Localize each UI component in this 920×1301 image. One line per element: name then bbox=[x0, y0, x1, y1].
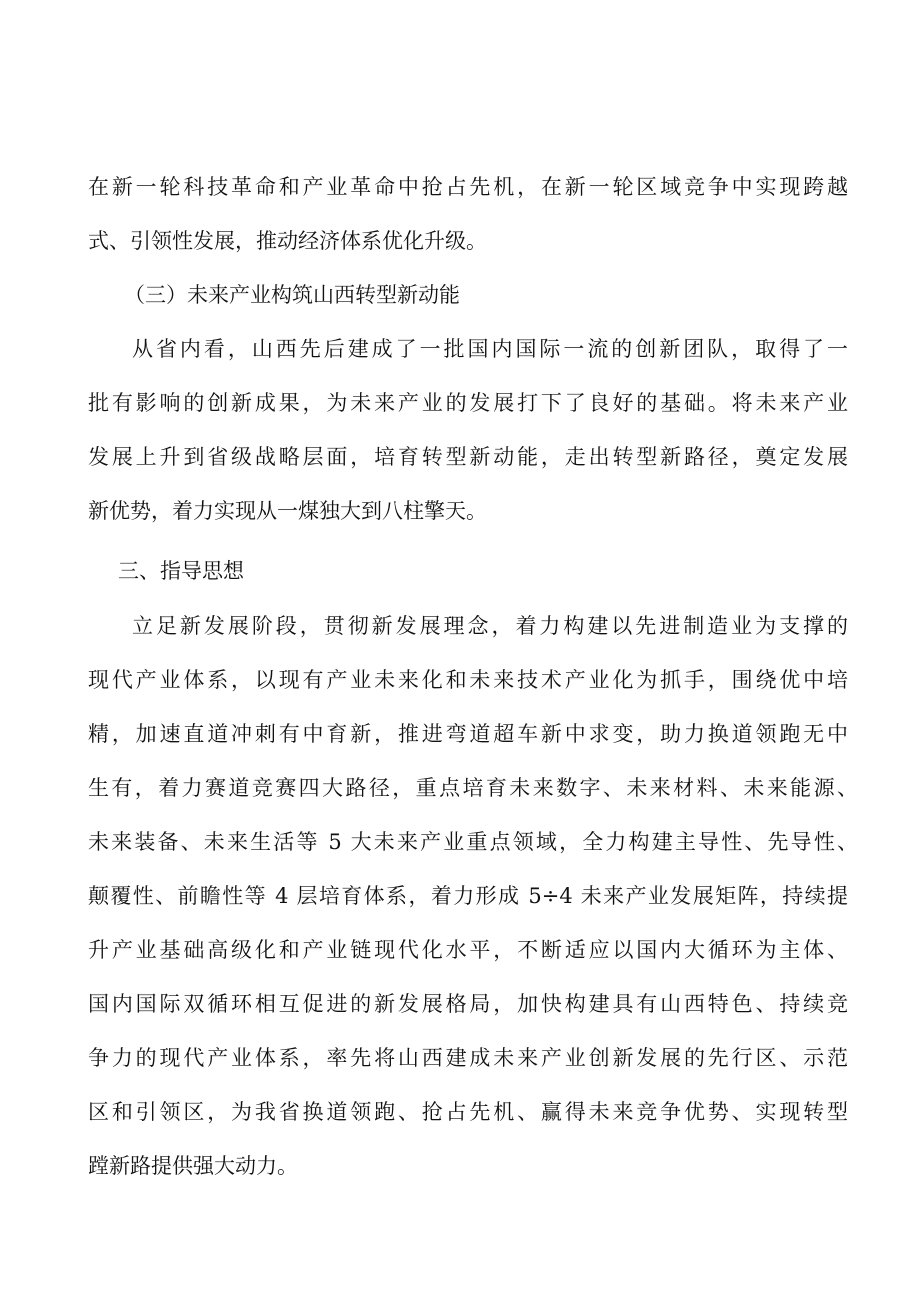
paragraph-line: 立足新发展阶段，贯彻新发展理念，着力构建以先进制造业为支撑的 bbox=[132, 614, 848, 638]
paragraph-line: 精，加速直道冲刺有中育新，推进弯道超车新中求变，助力换道领跑无中 bbox=[88, 722, 848, 746]
paragraph-line: 升产业基础高级化和产业链现代化水平，不断适应以国内大循环为主体、 bbox=[88, 938, 848, 962]
paragraph-line: 颠覆性、前瞻性等 4 层培育体系，着力形成 5÷4 未来产业发展矩阵，持续提 bbox=[88, 884, 848, 908]
paragraph-line: 生有，着力赛道竞赛四大路径，重点培育未来数字、未来材料、未来能源、 bbox=[88, 776, 858, 800]
paragraph-line: 区和引领区，为我省换道领跑、抢占先机、赢得未来竞争优势、实现转型 bbox=[88, 1100, 848, 1124]
subheading: （三）未来产业构筑山西转型新动能 bbox=[124, 283, 460, 307]
paragraph-line: 现代产业体系，以现有产业未来化和未来技术产业化为抓手，围绕优中培 bbox=[88, 668, 848, 692]
paragraph-line: 从省内看，山西先后建成了一批国内国际一流的创新团队，取得了一 bbox=[132, 337, 848, 361]
section-heading: 三、指导思想 bbox=[118, 559, 244, 583]
paragraph-line: 争力的现代产业体系，率先将山西建成未来产业创新发展的先行区、示范 bbox=[88, 1046, 848, 1070]
paragraph-line: 蹚新路提供强大动力。 bbox=[88, 1154, 298, 1178]
paragraph-line: 在新一轮科技革命和产业革命中抢占先机，在新一轮区域竞争中实现跨越 bbox=[88, 175, 848, 199]
paragraph-line: 批有影响的创新成果，为未来产业的发展打下了良好的基础。将未来产业 bbox=[88, 391, 848, 415]
paragraph-line: 新优势，着力实现从一煤独大到八柱擎天。 bbox=[88, 499, 487, 523]
paragraph-line: 国内国际双循环相互促进的新发展格局，加快构建具有山西特色、持续竞 bbox=[88, 992, 848, 1016]
paragraph-line: 发展上升到省级战略层面，培育转型新动能，走出转型新路径，奠定发展 bbox=[88, 445, 848, 469]
paragraph-line: 未来装备、未来生活等 5 大未来产业重点领域，全力构建主导性、先导性、 bbox=[88, 830, 858, 854]
paragraph-line: 式、引领性发展，推动经济体系优化升级。 bbox=[88, 229, 487, 253]
